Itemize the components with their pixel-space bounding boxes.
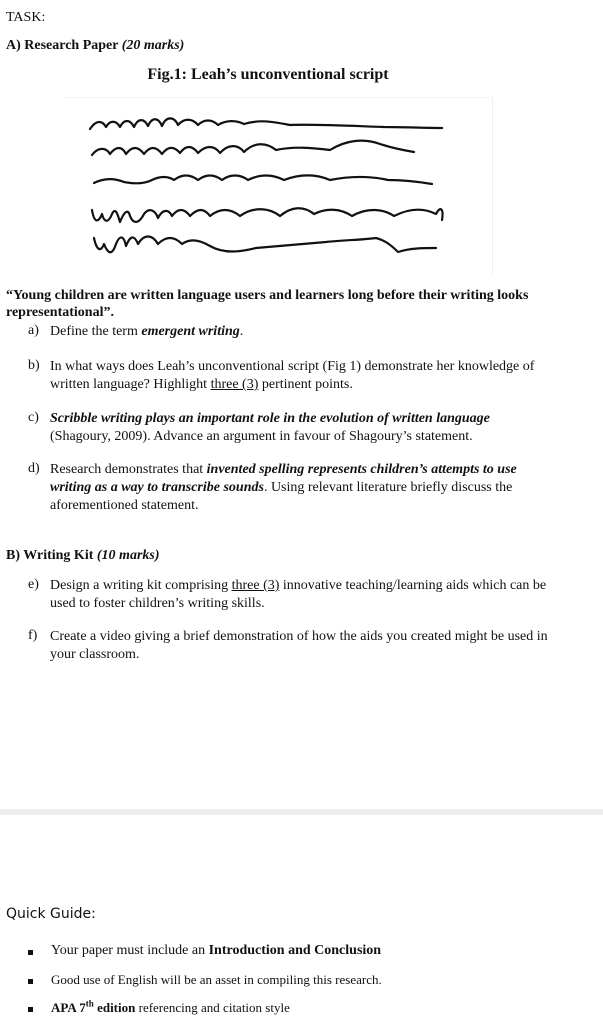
item-d-text: Research demonstrates that invented spelling represents children’s attempts to use writing as a way to transcribe sounds. Using relevant literature briefly discuss the aforementioned statement. <box>50 462 517 513</box>
quote-line-2: representational”. <box>6 305 114 320</box>
bullet-icon <box>28 950 33 955</box>
quick-guide-title: Quick Guide: <box>6 906 96 922</box>
item-b-label: b) <box>28 358 40 373</box>
page-divider <box>0 809 603 815</box>
item-e-text: Design a writing kit comprising three (3) innovative teaching/learning aids which can be used to foster children’s writing skills. <box>50 578 547 611</box>
guide-item-1: Your paper must include an Introduction and Conclusion <box>51 943 382 958</box>
scribble-line-4 <box>92 208 443 222</box>
item-a-label: a) <box>28 323 39 338</box>
scribble-line-3 <box>94 176 432 185</box>
scribble-line-1 <box>90 118 442 129</box>
task-label: TASK: <box>6 10 46 25</box>
item-b-text: In what ways does Leah’s unconventional script (Fig 1) demonstrate her knowledge of written language? Highlight three (3) pertinent points. <box>50 359 535 392</box>
item-f-label: f) <box>28 628 38 643</box>
figure-scribble <box>64 97 493 274</box>
item-d-label: d) <box>28 461 40 476</box>
guide-item-3: APA 7th edition referencing and citation style <box>51 998 290 1015</box>
section-b-marks: (10 marks) <box>96 548 160 563</box>
figure-caption: Fig.1: Leah’s unconventional script <box>147 66 389 83</box>
section-b-title: B) Writing Kit <box>6 548 94 563</box>
term-emergent-writing: emergent writing <box>141 324 240 339</box>
scribble-line-5 <box>94 237 436 253</box>
quote-line-1: “Young children are written language users and learners long before their writing looks <box>6 288 529 303</box>
item-f-text: Create a video giving a brief demonstration of how the aids you created might be used in your classroom. <box>50 629 548 662</box>
item-c-label: c) <box>28 410 39 425</box>
bullet-icon <box>28 1007 33 1012</box>
item-c-text: Scribble writing plays an important role in the evolution of written language (Shagoury, 2009). Advance an argument in favour of Shagoury’s statement. <box>50 411 490 444</box>
section-b-heading <box>6 547 160 564</box>
section-a-marks: (20 marks) <box>121 38 185 53</box>
bullet-icon <box>28 979 33 984</box>
scribble-line-2 <box>92 141 414 155</box>
section-a-heading <box>6 37 184 54</box>
underline-three-kit: three (3) <box>231 578 280 593</box>
underline-three: three (3) <box>210 377 259 392</box>
guide-item-2: Good use of English will be an asset in compiling this research. <box>51 972 382 987</box>
item-e-label: e) <box>28 577 39 592</box>
section-a-title: A) Research Paper <box>6 38 119 53</box>
item-a-text: Define the term emergent writing. <box>50 324 244 339</box>
scribble-image <box>64 98 492 274</box>
